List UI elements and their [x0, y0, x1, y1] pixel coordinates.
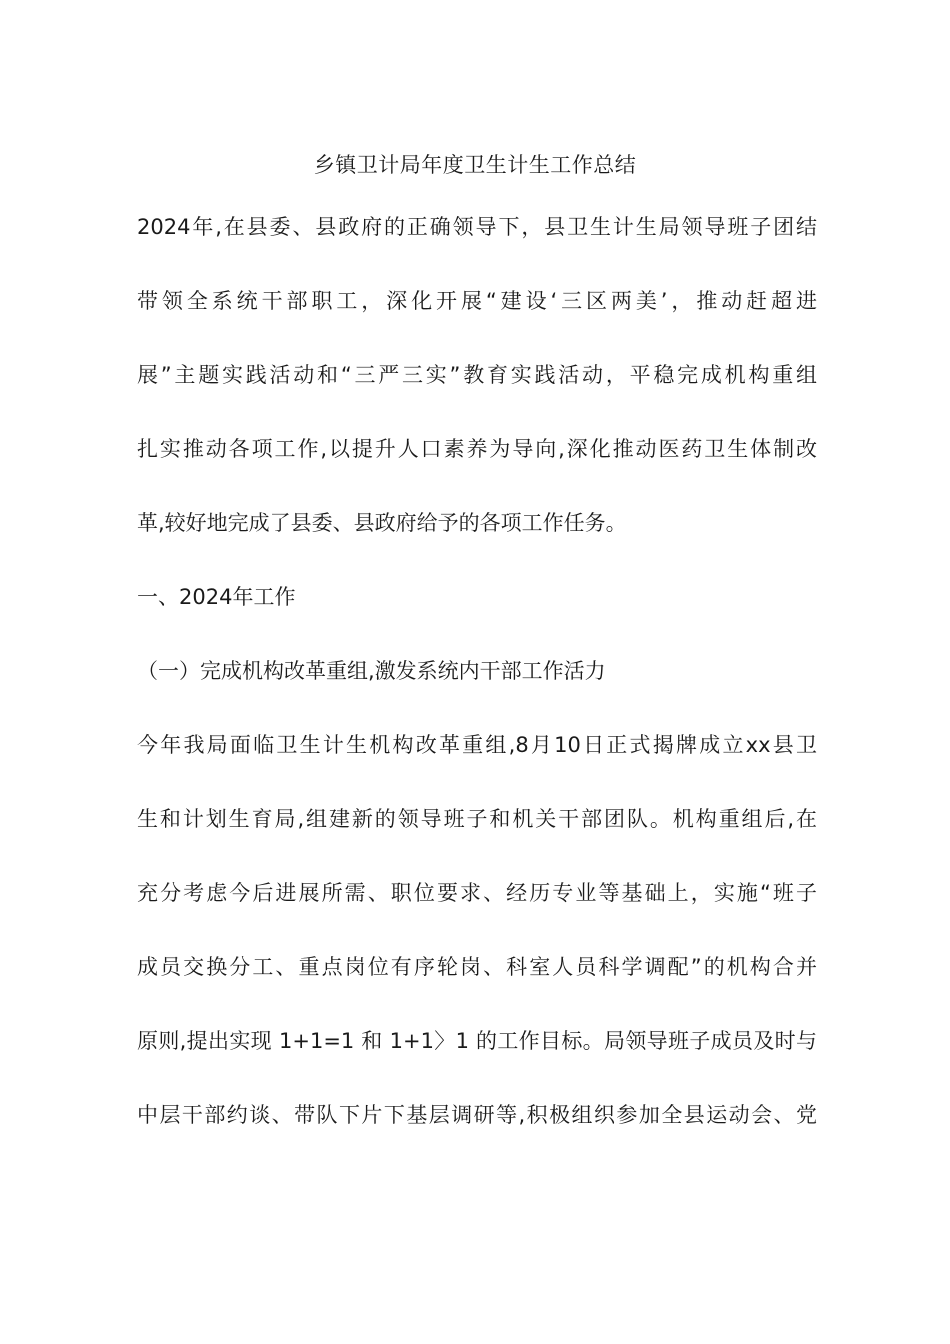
subsection-heading-1: （一）完成机构改革重组,激发系统内干部工作活力	[137, 659, 606, 683]
body-line-10: 原则,提出实现 1+1=1 和 1+1〉1 的工作目标。局领导班子成员及时与	[137, 1029, 817, 1053]
body-line-4: 扎实推动各项工作,以提升人口素养为导向,深化推动医药卫生体制改	[137, 437, 817, 461]
body-line-7: 生和计划生育局,组建新的领导班子和机关干部团队。机构重组后,在	[137, 807, 817, 831]
body-line-8: 充分考虑今后进展所需、职位要求、经历专业等基础上，实施“班子	[137, 881, 817, 905]
body-line-2: 带领全系统干部职工，深化开展“建设‘三区两美’，推动赶超进	[137, 289, 817, 313]
body-line-1: 2024年,在县委、县政府的正确领导下，县卫生计生局领导班子团结	[137, 215, 817, 239]
body-line-3: 展”主题实践活动和“三严三实”教育实践活动，平稳完成机构重组	[137, 363, 817, 387]
body-line-5: 革,较好地完成了县委、县政府给予的各项工作任务。	[137, 511, 627, 535]
document-title: 乡镇卫计局年度卫生计生工作总结	[313, 153, 637, 177]
body-line-9: 成员交换分工、重点岗位有序轮岗、科室人员科学调配”的机构合并	[137, 955, 817, 979]
body-line-11: 中层干部约谈、带队下片下基层调研等,积极组织参加全县运动会、党	[137, 1103, 817, 1127]
body-line-6: 今年我局面临卫生计生机构改革重组,8月10日正式揭牌成立xx县卫	[137, 733, 817, 757]
section-heading-1: 一、2024年工作	[137, 585, 296, 609]
